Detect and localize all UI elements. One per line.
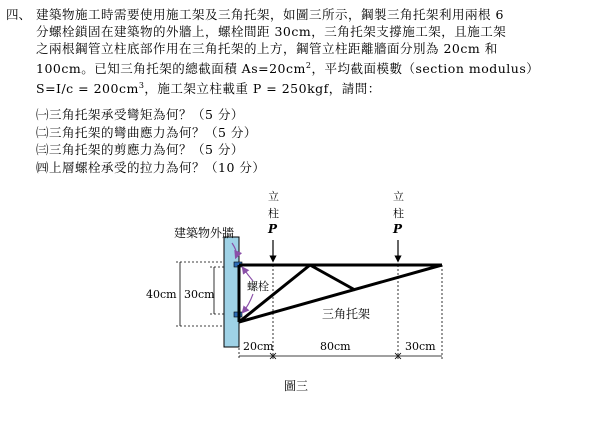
post-2-load: P	[393, 222, 403, 236]
question-number: 四、	[6, 7, 32, 22]
dim-30cm: 30cm	[184, 288, 215, 301]
post-2-label-1: 立	[393, 190, 404, 203]
sub-question-4: ㈣上層螺栓承受的拉力為何？（10 分）	[36, 159, 266, 175]
area-text: 100cm。已知三角托架的總截面積 As=20cm	[36, 61, 306, 77]
wall-label: 建築物外牆	[174, 226, 235, 240]
sub-question-1: ㈠三角托架承受彎矩為何？（5 分）	[36, 107, 244, 122]
post-1-label-2: 柱	[268, 207, 279, 220]
figure-caption: 圖三	[284, 379, 309, 393]
dim-30cm-right: 30cm	[405, 340, 436, 353]
bolt-arrow-bottom	[243, 294, 253, 312]
question-text-2: 分螺栓鎖固在建築物的外牆上，螺栓間距 30cm，三角托架支撐施工架，且施工架	[36, 24, 507, 39]
load-text: ，施工架立柱載重 P = 250kgf，請問：	[144, 81, 381, 97]
dim-20cm: 20cm	[243, 340, 274, 353]
dim-40cm: 40cm	[146, 288, 177, 301]
modulus-exponent: 3	[138, 81, 145, 91]
sub-question-2: ㈡三角托架的彎曲應力為何？（5 分）	[36, 124, 257, 140]
question-text-1: 建築物施工時需要使用施工架及三角托架，如圖三所示，鋼製三角托架利用兩根 6	[36, 7, 504, 22]
sub-question-3: ㈢三角托架的剪應力為何？（5 分）	[36, 142, 244, 157]
post-1-label-1: 立	[268, 190, 279, 203]
dim-80cm: 80cm	[320, 340, 351, 353]
post-2-label-2: 柱	[393, 207, 404, 220]
post-1-load: P	[268, 222, 278, 236]
modulus-text: ，平均截面模數（section modulus）	[311, 61, 540, 77]
bolt-label: 螺栓	[247, 280, 269, 293]
section-modulus-text: S=I/c = 200cm	[36, 81, 139, 97]
bracket-label: 三角托架	[322, 307, 371, 321]
area-exponent: 2	[305, 61, 312, 70]
question-text-3: 之兩根鋼管立柱底部作用在三角托架的上方，鋼管立柱距離牆面分別為 20cm 和	[36, 41, 498, 56]
